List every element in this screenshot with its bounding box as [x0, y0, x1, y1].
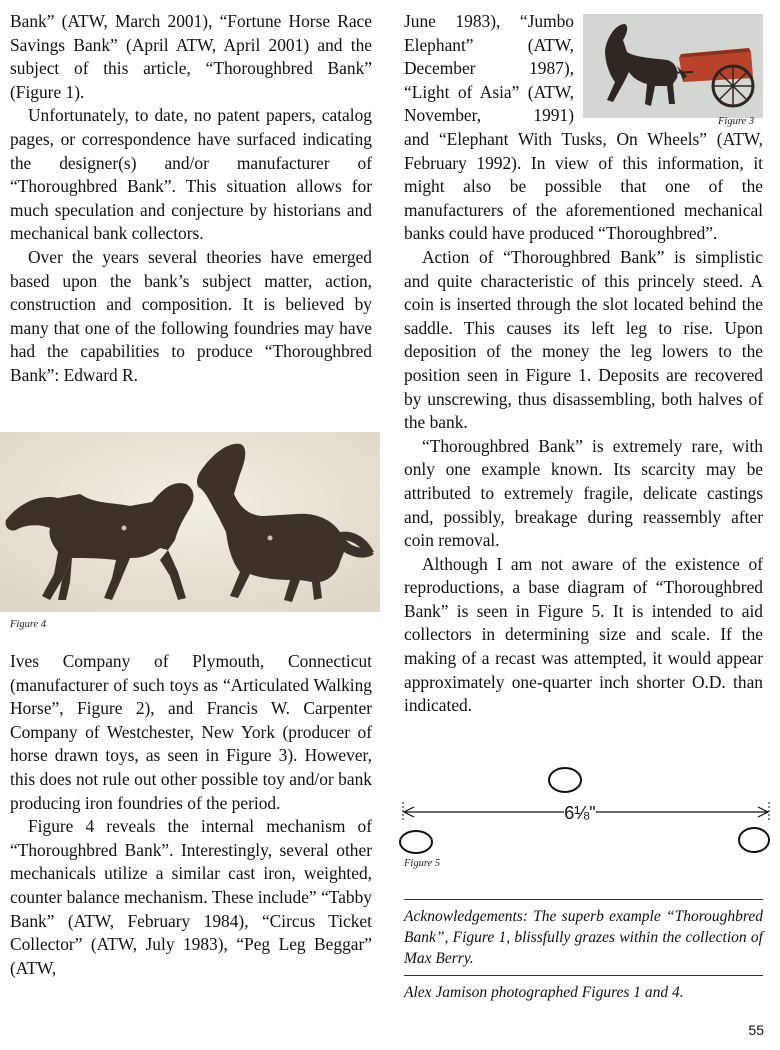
body-paragraph: and “Elephant With Tusks, On Wheels” (ATW, February 1992). In view of this information, it might also be possible that one of the manufacturers of the aforementioned mechanical banks could have produced “Thoroughbred”. [404, 129, 763, 244]
divider [404, 899, 763, 900]
divider [404, 975, 763, 976]
left-column-bottom [10, 650, 372, 980]
acknowledgements-text: Acknowledgements: The superb example “Thoroughbred Bank”, Figure 1, blissfully grazes within the collection of Max Berry. [404, 908, 763, 967]
body-line: November, 1991) [404, 105, 574, 126]
horse-cart-illustration [583, 14, 763, 118]
figure-4-caption: Figure 4 [10, 619, 47, 630]
figure-3-caption: Figure 3 [718, 116, 755, 127]
figure-5-caption: Figure 5 [404, 858, 441, 869]
figure-3-photo [583, 14, 763, 118]
body-line: June 1983), “Jumbo [404, 11, 574, 31]
slot-oval-top [549, 768, 581, 792]
foot-oval-right [739, 828, 769, 852]
horse-halves-illustration [0, 432, 380, 612]
body-line: December 1987), [404, 58, 574, 79]
body-paragraph: Bank” (ATW, March 2001), “Fortune Horse Race Savings Bank” (April ATW, April 2001) and the subject of this article, “Thoroughbred Bank” (Figure 1). [10, 11, 372, 102]
body-paragraph: Ives Company of Plymouth, Connecticut (manufacturer of such toys as “Articulated Walking Horse”, Figure 2), and Francis W. Carpenter Company of Westchester, New York (producer of horse drawn toys, as seen in Figure 3). However, this does not rule out other possible toy and/or bank producing iron foundries of the period. [10, 651, 372, 813]
body-paragraph: Action of “Thoroughbred Bank” is simplistic and quite characteristic of this princely steed. A coin is inserted through the slot located behind the saddle. This causes its left leg to rise. Upon deposition of the money the leg lowers to the position seen in Figure 1. Deposits are recovered by unscrewing, thus disassembling, both halves of the bank. [404, 246, 763, 433]
base-diagram-svg [398, 760, 776, 860]
body-paragraph: Although I am not aware of the existence of reproductions, a base diagram of “Thoroughbred Bank” is seen in Figure 5. It is intended to aid collectors in determining size and scale. If the making of a recast was attempted, it would appear approximately one-quarter inch shorter O.D. than indicated. [404, 553, 763, 716]
photo-credit: Alex Jamison photographed Figures 1 and 4. [404, 984, 684, 1001]
body-paragraph: Over the years several theories have emerged based upon the bank’s subject matter, action, construction and composition. It is believed by many that one of the following foundries may have had the capabilities to produce “Thoroughbred Bank”: Edward R. [10, 246, 372, 385]
body-line: “Light of Asia” (ATW, [404, 81, 574, 102]
dimension-label: 6⅛" [564, 803, 596, 823]
body-line: Elephant” (ATW, [404, 34, 574, 55]
right-column-main [404, 128, 763, 718]
page-number: 55 [748, 1022, 764, 1038]
left-column-top [10, 10, 372, 388]
body-paragraph: Unfortunately, to date, no patent papers, catalog pages, or correspondence have surfaced indicating the designer(s) and/or manufacturer of “Thoroughbred Bank”. This situation allows for much speculation and conjecture by historians and mechanical bank collectors. [10, 105, 372, 244]
body-paragraph: Figure 4 reveals the internal mechanism of “Thoroughbred Bank”. Interestingly, several other mechanicals utilize a similar cast iron, weighted, counter balance mechanism. These include” “Tabby Bank” (ATW, February 1984), “Circus Ticket Collector” (ATW, July 1983), “Peg Leg Beggar” (ATW, [10, 816, 372, 978]
figure-5-diagram [398, 760, 776, 860]
foot-oval-left [400, 831, 432, 853]
figure-4-photo [0, 432, 380, 612]
body-paragraph: “Thoroughbred Bank” is extremely rare, with only one example known. Its scarcity may be attributed to extremely fragile, delicate castings and, possibly, breakage during reassembly after coin removal. [404, 435, 763, 551]
right-column-wrap [404, 10, 574, 128]
